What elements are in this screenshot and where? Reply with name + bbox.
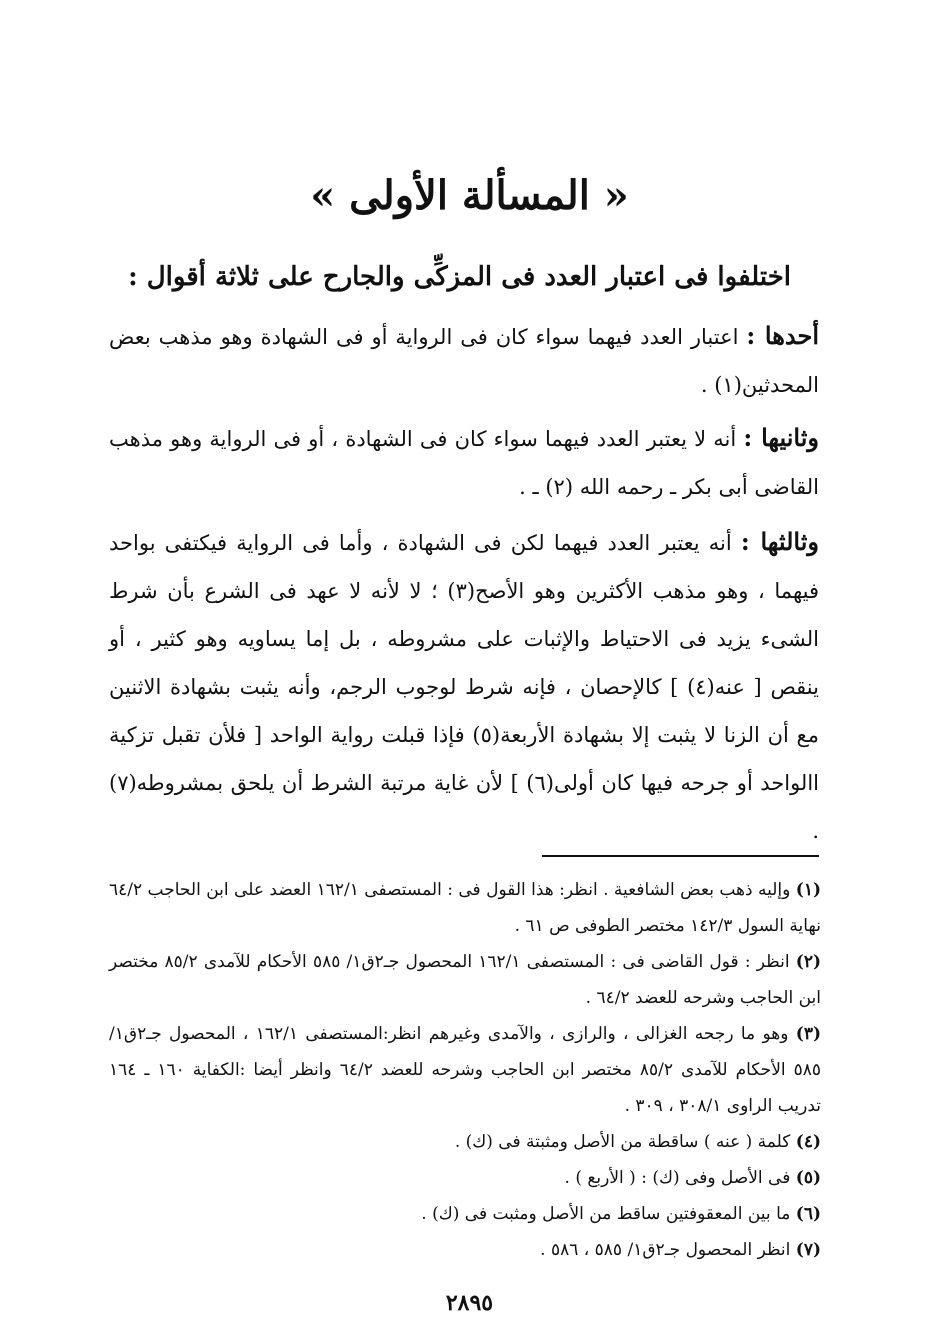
footnote (109, 1232, 821, 1268)
paragraph-lead: وثالثها : (740, 527, 819, 556)
paragraph-lead: أحدها : (746, 321, 819, 350)
footnote (109, 872, 821, 944)
footnote (109, 1124, 821, 1160)
footnotes (109, 872, 821, 1268)
paragraph-text: أنه لا يعتبر العدد فيهما سواء كان فى الشهادة ، أو فى الرواية وهو مذهب القاضى أبى بكر ـ رحمه الله (٢) ـ . (109, 427, 819, 499)
footnote-text: ما بين المعقوفتين ساقط من الأصل ومثبت فى (ك) . (421, 1204, 791, 1224)
footnote (109, 1016, 821, 1124)
section-heading: اختلفوا فى اعتبار العدد فى المزكِّى والجارح على ثلاثة أقوال : (128, 262, 791, 292)
footnote (109, 944, 821, 1016)
footnote-number: (٥) (795, 1168, 821, 1188)
paragraph-text: أنه يعتبر العدد فيهما لكن فى الشهادة ، وأما فى الرواية فيكتفى بواحد فيهما ، وهو مذهب الأكثرين وهو الأصح(٣) ؛ لا لأنه لا عهد فى الشرع بأن شرط الشىء يزيد فى الاحتياط والإثبات على مشروطه ، بل إما يساويه وهو كثير ، أو ينقص [ عنه(٤) ] كالإحصان ، فإنه شرط لوجوب الرجم، وأنه يثبت بشهادة الاثنين مع أن الزنا لا يثبت إلا بشهادة الأربعة(٥) فإذا قبلت رواية الواحد [ فلأن تقبل تزكية االواحد أو جرحه فيها كان أولى(٦) ] لأن غاية مرتبة الشرط أن يلحق بمشروطه(٧) . (109, 531, 820, 843)
footnote-text: كلمة ( عنه ) ساقطة من الأصل ومثبتة فى (ك) . (454, 1132, 791, 1152)
footnote-divider (542, 855, 819, 857)
footnote-text: وهو ما رجحه الغزالى ، والرازى ، والآمدى وغيرهم انظر:المستصفى ١٦٢/١ ، المحصول جـ٢ق١/ ٥٨٥ الأحكام للآمدى ٨٥/٢ مختصر ابن الحاجب وشرحه للعضد ٦٤/٢ وانظر أيضا :الكفاية ١٦٠ ـ ١٦٤ تدريب الراوى ٣٠٨/١ ، ٣٠٩ . (109, 1024, 821, 1116)
footnote-text: فى الأصل وفى (ك) : ( الأربع ) . (564, 1168, 791, 1188)
paragraph-third-opinion (109, 518, 819, 855)
footnote-number: (٦) (795, 1204, 821, 1224)
footnote-number: (٢) (795, 952, 821, 972)
footnote-number: (٣) (795, 1024, 821, 1044)
footnote-number: (٧) (795, 1240, 821, 1260)
footnote-text: انظر المحصول جـ٢ق١/ ٥٨٥ ، ٥٨٦ . (540, 1240, 791, 1260)
footnote (109, 1160, 821, 1196)
paragraph-first-opinion (109, 312, 819, 409)
page-number: ٢٨٩٥ (445, 1290, 494, 1316)
footnote (109, 1196, 821, 1232)
footnote-number: (١) (795, 880, 822, 900)
section-title: « المسألة الأولى » (310, 172, 629, 219)
footnote-number: (٤) (795, 1132, 821, 1152)
footnote-text: انظر : قول القاضى فى : المستصفى ١٦٢/١ المحصول جـ٢ق١/ ٥٨٥ الأحكام للآمدى ٨٥/٢ مختصر ابن الحاجب وشرحه للعضد ٦٤/٢ . (109, 952, 821, 1008)
footnote-text: وإليه ذهب بعض الشافعية . انظر: هذا القول فى : المستصفى ١٦٢/١ العضد على ابن الحاجب ٦٤/٢ نهاية السول ١٤٢/٣ مختصر الطوفى ص ٦١ . (109, 880, 821, 936)
paragraph-text: اعتبار العدد فيهما سواء كان فى الرواية أو فى الشهادة وهو مذهب بعض المحدثين(١) . (109, 325, 819, 397)
paragraph-second-opinion (109, 414, 819, 511)
paragraph-lead: وثانيها : (743, 423, 819, 452)
